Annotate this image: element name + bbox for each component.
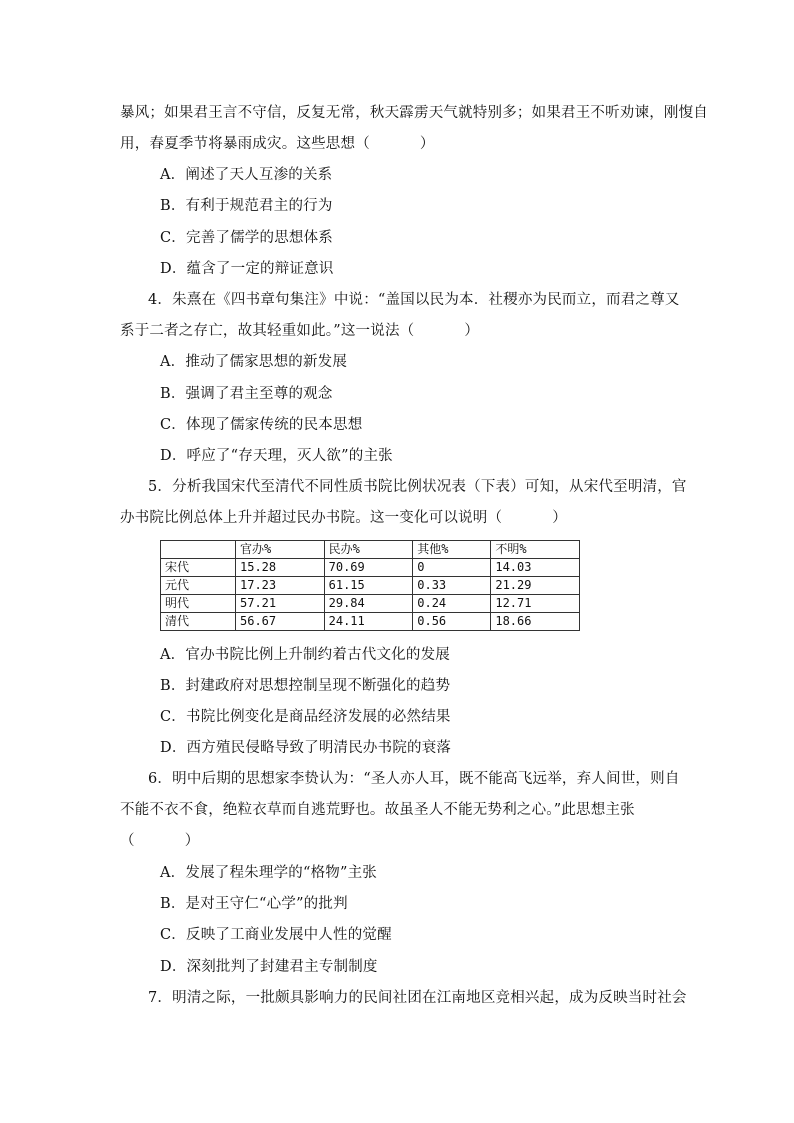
q6-option-c: C．反映了工商业发展中人性的觉醒 [160, 927, 392, 943]
table-row [161, 577, 580, 595]
q4-option-b: B．强调了君主至尊的观念 [160, 386, 333, 402]
q6-stem-open: （ [120, 833, 135, 849]
q4-option-c: C．体现了儒家传统的民本思想 [160, 417, 363, 433]
table-row [161, 595, 580, 613]
table-cell: 0.24 [413, 595, 491, 613]
table-cell: 61.15 [324, 577, 413, 595]
q3-option-c: C．完善了儒学的思想体系 [160, 230, 333, 246]
table-row [161, 613, 580, 631]
table-cell: 0 [413, 559, 491, 577]
table-header-cell: 民办% [324, 541, 413, 559]
table-row [161, 559, 580, 577]
q6-stem-line-1: 6．明中后期的思想家李贽认为：“圣人亦人耳，既不能高飞远举，弃人间世，则自 [148, 771, 680, 787]
table-cell: 18.66 [491, 613, 580, 631]
table-header-cell: 官办% [236, 541, 325, 559]
table-cell: 元代 [161, 577, 236, 595]
q6-option-a: A．发展了程朱理学的“格物”主张 [160, 865, 377, 881]
q3-stem-line-2 [120, 134, 680, 154]
q5-option-a: A．官办书院比例上升制约着古代文化的发展 [160, 647, 450, 663]
q5-stem-line-1: 5．分析我国宋代至清代不同性质书院比例状况表（下表）可知，从宋代至明清，官 [148, 479, 687, 495]
q4-stem-close: ） [464, 323, 480, 339]
q4-option-d: D．呼应了“存天理，灭人欲”的主张 [160, 448, 393, 464]
q6-stem-line-2: 不能不衣不食，绝粒衣草而自逃荒野也。故虽圣人不能无势利之心。”此思想主张 [120, 802, 635, 818]
table-cell: 0.56 [413, 613, 491, 631]
table-cell: 17.23 [236, 577, 325, 595]
q4-stem-line-2 [120, 321, 680, 341]
table-cell: 宋代 [161, 559, 236, 577]
q6-stem-line-3 [120, 831, 680, 851]
academy-ratio-table [160, 540, 580, 631]
table-cell: 56.67 [236, 613, 325, 631]
q7-stem-line-1: 7．明清之际，一批颇具影响力的民间社团在江南地区竞相兴起，成为反映当时社会 [148, 990, 687, 1006]
q3-option-d: D．蕴含了一定的辩证意识 [160, 261, 334, 277]
table-header-cell: 其他% [413, 541, 491, 559]
q5-stem-line-2 [120, 508, 680, 528]
q4-option-a: A．推动了儒家思想的新发展 [160, 354, 348, 370]
table-cell: 15.28 [236, 559, 325, 577]
table-cell: 57.21 [236, 595, 325, 613]
q5-option-d: D．西方殖民侵略导致了明清民办书院的衰落 [160, 740, 452, 756]
q3-option-a: A．阐述了天人互渗的关系 [160, 167, 333, 183]
table-cell: 70.69 [324, 559, 413, 577]
table-cell: 清代 [161, 613, 236, 631]
table-cell: 29.84 [324, 595, 413, 613]
q6-option-d: D．深刻批判了封建君主专制制度 [160, 959, 378, 975]
table-header-cell: 不明% [491, 541, 580, 559]
q6-stem-close: ） [184, 833, 200, 849]
table-cell: 明代 [161, 595, 236, 613]
q4-stem-text: 系于二者之存亡，故其轻重如此。”这一说法（ [120, 323, 415, 339]
table-header-row [161, 541, 580, 559]
q4-stem-line-1: 4．朱熹在《四书章句集注》中说：“盖国以民为本．社稷亦为民而立，而君之尊又 [148, 292, 680, 308]
q5-option-b: B．封建政府对思想控制呈现不断强化的趋势 [160, 678, 451, 694]
table-cell: 21.29 [491, 577, 580, 595]
q3-stem-line-1: 暴风；如果君王言不守信，反复无常，秋天霹雳天气就特别多；如果君王不听劝谏，刚愎自 [120, 105, 708, 121]
q5-stem-close: ） [552, 510, 567, 526]
q6-option-b: B．是对王守仁“心学”的批判 [160, 896, 348, 912]
q3-option-b: B．有利于规范君主的行为 [160, 198, 333, 214]
q3-stem-close: ） [419, 136, 435, 152]
table-cell: 24.11 [324, 613, 413, 631]
table-cell: 0.33 [413, 577, 491, 595]
table-cell: 14.03 [491, 559, 580, 577]
table-header-cell [161, 541, 236, 559]
table-cell: 12.71 [491, 595, 580, 613]
q5-option-c: C．书院比例变化是商品经济发展的必然结果 [160, 709, 451, 725]
q5-stem-text: 办书院比例总体上升并超过民办书院。这一变化可以说明（ [120, 510, 503, 526]
q3-stem-text: 用，春夏季节将暴雨成灾。这些思想（ [120, 136, 370, 152]
